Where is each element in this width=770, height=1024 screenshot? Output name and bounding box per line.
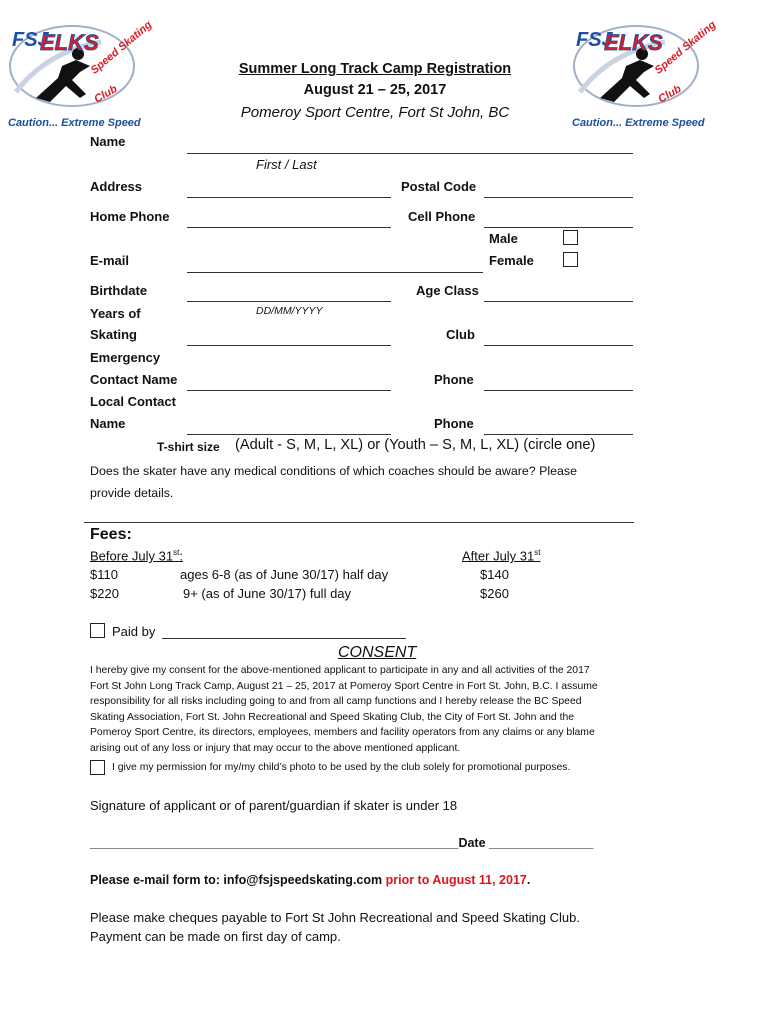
elks-logo-left <box>6 18 155 129</box>
postal-code-field[interactable] <box>484 197 633 198</box>
address-field[interactable] <box>187 197 391 198</box>
fee-row-price-after: $140 <box>480 567 509 582</box>
fees-after-label: After July 31 <box>462 548 535 564</box>
club-label: Club <box>446 327 475 342</box>
consent-line: Pomeroy Sport Centre, its directors, employees, members and facility operators from any claims or any blame <box>90 727 595 739</box>
home-phone-label: Home Phone <box>90 209 170 224</box>
home-phone-field[interactable] <box>187 227 391 228</box>
fees-before-label: Before July 31 <box>90 548 174 564</box>
emergency-phone-field[interactable] <box>484 390 633 391</box>
logo-brand-club: Club <box>656 82 684 106</box>
fees-before-sup: st <box>173 548 180 557</box>
logo-tagline: Caution... Extreme Speed <box>572 117 705 129</box>
cheques-line1: Please make cheques payable to Fort St John Recreational and Speed Skating Club. <box>90 910 580 925</box>
years-label-line2: Skating <box>90 327 137 342</box>
local-contact-label-line2: Name <box>90 416 126 431</box>
email-address[interactable]: info@fsjspeedskating.com <box>223 873 383 887</box>
name-label: Name <box>90 134 126 149</box>
logo-brand-arc: Speed Skating <box>652 18 719 77</box>
female-label: Female <box>489 253 534 268</box>
deadline: prior to August 11, 2017 <box>385 873 527 887</box>
tshirt-label: T-shirt size <box>157 440 220 454</box>
email-label: E-mail <box>90 253 130 268</box>
email-instructions <box>90 873 530 887</box>
photo-permission-checkbox[interactable] <box>90 760 105 775</box>
consent-line: Skating Association, Fort St. John Recreational and Speed Skating Club, the City of Fort St. John and the <box>90 711 575 723</box>
club-field[interactable] <box>484 345 633 346</box>
birthdate-field[interactable] <box>187 301 391 302</box>
emergency-contact-field[interactable] <box>187 390 391 391</box>
age-class-field[interactable] <box>484 301 633 302</box>
camp-dates: August 21 – 25, 2017 <box>303 82 447 98</box>
emergency-label-line2: Contact Name <box>90 372 178 387</box>
local-phone-field[interactable] <box>484 434 633 435</box>
fee-row-price-after: $260 <box>480 586 509 601</box>
logo-brand-top: FSJ <box>12 29 49 51</box>
logo-brand-word: ELKS <box>604 30 663 55</box>
local-contact-field[interactable] <box>187 434 391 435</box>
fees-before-heading: Before July 31st: <box>90 548 183 564</box>
signature-row <box>90 836 593 850</box>
fees-title: Fees: <box>90 526 132 543</box>
fee-row-desc: 9+ (as of June 30/17) full day <box>183 586 352 601</box>
paid-by-field[interactable] <box>162 638 406 639</box>
email-field[interactable] <box>187 272 483 273</box>
birthdate-label: Birthdate <box>90 283 148 298</box>
years-label-line1: Years of <box>90 306 141 321</box>
consent-line: responsibility for all risks including going to and from all camp functions and I hereby release the BC Speed <box>90 696 582 708</box>
logo-brand-arc: Speed Skating <box>88 18 155 77</box>
female-checkbox[interactable] <box>563 252 578 267</box>
postal-code-label: Postal Code <box>401 179 477 194</box>
signature-label: Signature of applicant or of parent/guardian if skater is under 18 <box>90 798 458 813</box>
years-skating-field[interactable] <box>187 345 391 346</box>
email-prefix: Please e-mail form to: <box>90 873 224 887</box>
logo-tagline: Caution... Extreme Speed <box>8 117 141 129</box>
birthdate-hint: DD/MM/YYYY <box>256 305 323 317</box>
medical-question-line1: Does the skater have any medical conditions of which coaches should be aware? Please <box>90 464 577 478</box>
consent-line: I hereby give my consent for the above-mentioned applicant to participate in any and all activities of the 2017 <box>90 665 590 676</box>
form-title: Summer Long Track Camp Registration <box>238 61 512 77</box>
signature-field[interactable]: _____________________________________________________ <box>90 836 459 850</box>
logo-brand-word: ELKS <box>40 30 99 55</box>
consent-text <box>90 663 670 757</box>
name-hint: First / Last <box>256 157 317 172</box>
fees-after-heading <box>462 548 541 563</box>
cell-phone-label: Cell Phone <box>408 209 476 224</box>
consent-line: Fort St John Long Track Camp, August 21 – 25, 2017 at Pomeroy Sport Centre in Fort St. John, B.C. I assume <box>90 680 598 692</box>
emergency-phone-label: Phone <box>434 372 474 387</box>
medical-question-line2: provide details. <box>90 486 174 500</box>
fee-row-price-before: $220 <box>90 586 119 601</box>
date-label: Date <box>458 836 486 850</box>
name-field[interactable] <box>187 153 633 154</box>
local-phone-label: Phone <box>434 416 474 431</box>
elks-logo-right <box>570 18 719 129</box>
local-contact-label-line1: Local Contact <box>90 394 176 409</box>
fee-row-price-before: $110 <box>90 567 118 582</box>
consent-line: arising out of any loss or injury that may occur to the above mentioned applicant. <box>90 742 461 754</box>
male-label: Male <box>489 231 518 246</box>
logo-brand-club: Club <box>92 82 120 106</box>
paid-by-label: Paid by <box>112 624 156 639</box>
photo-permission-text: I give my permission for my/my child’s photo to be used by the club solely for promotional purposes. <box>112 762 571 773</box>
fees-after-sup: st <box>534 548 541 557</box>
medical-details-field[interactable] <box>84 522 634 523</box>
camp-location: Pomeroy Sport Centre, Fort St John, BC <box>240 104 510 121</box>
logo-brand-top: FSJ <box>576 29 613 51</box>
consent-title: CONSENT <box>338 644 417 661</box>
male-checkbox[interactable] <box>563 230 578 245</box>
fee-row-desc: ages 6-8 (as of June 30/17) half day <box>180 567 389 582</box>
tshirt-options: (Adult - S, M, L, XL) or (Youth – S, M, L, XL) (circle one) <box>235 437 596 453</box>
cheques-line2: Payment can be made on first day of camp. <box>90 929 341 944</box>
address-label: Address <box>90 179 143 194</box>
date-field[interactable]: _______________ <box>489 836 594 850</box>
paid-checkbox[interactable] <box>90 623 105 638</box>
cell-phone-field[interactable] <box>484 227 633 228</box>
age-class-label: Age Class <box>416 283 479 298</box>
emergency-label-line1: Emergency <box>90 350 161 365</box>
deadline-period: . <box>526 873 531 887</box>
